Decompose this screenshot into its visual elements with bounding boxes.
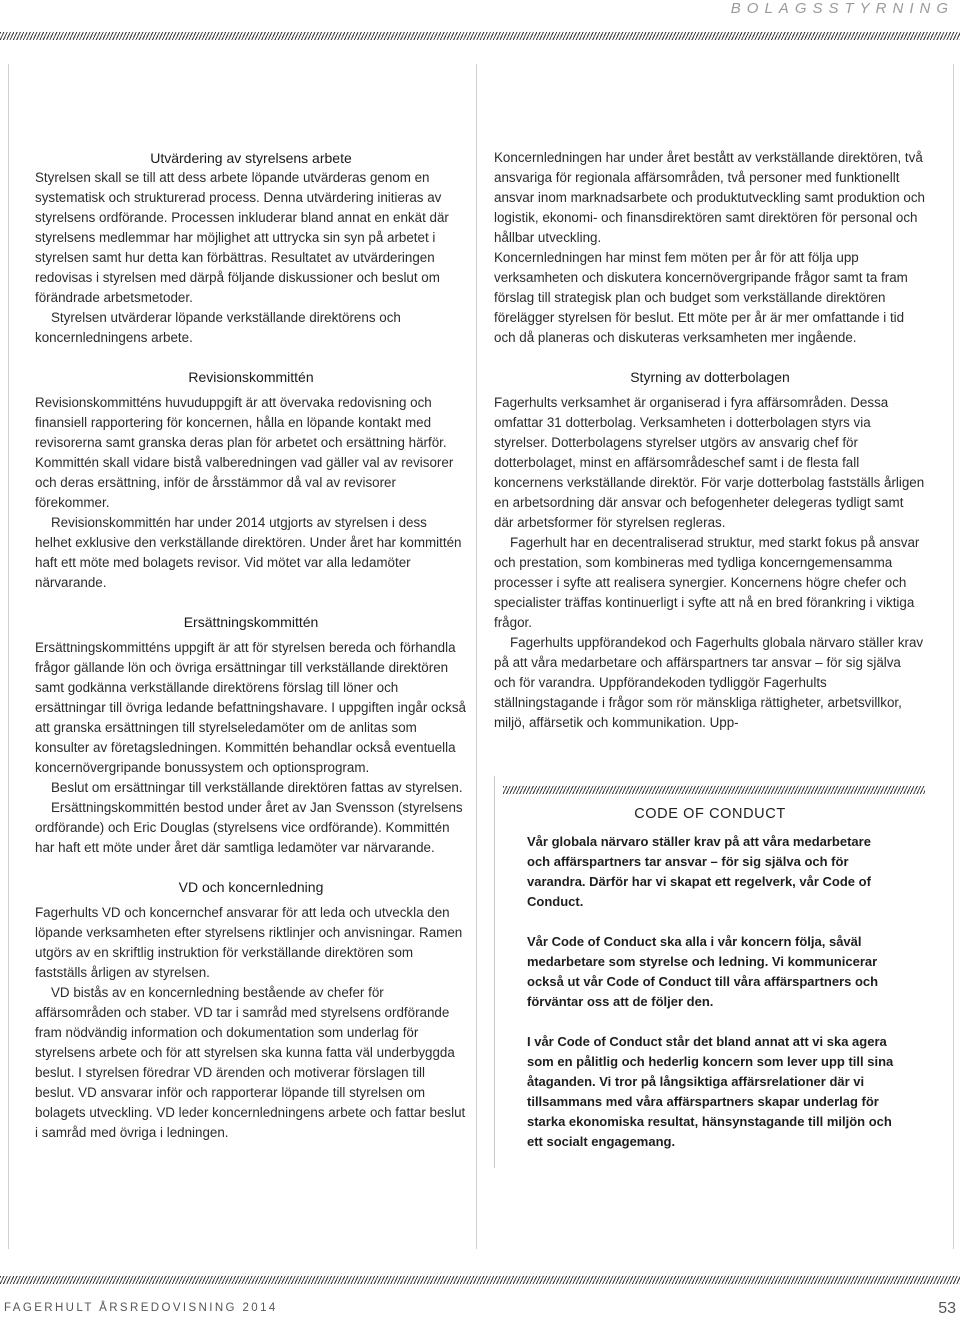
footer-label: FAGERHULT ÅRSREDOVISNING 2014: [4, 1302, 278, 1314]
paragraph: Koncernledningen har minst fem möten per år för att följa upp verksamheten och diskutera koncernövergripande frågor samt ta fram förslag till strategisk plan och budget som verkställande direktören förelägger styrelsen för beslut. Ett möte per år är mer omfattande i tid och då planeras och diskuteras verksamheten mer ingående.: [494, 250, 908, 345]
paragraph: Revisionskommitténs huvuduppgift är att övervaka redovisning och finansiell rapportering för koncernen, hålla en löpande kontakt med revisorerna samt granska deras plan för arbetet och ersättning härför. Kommittén skall vidare bistå valberedningen vad gäller val av revisorer och deras ersättning, inför de årsstämmor då val av revisorer förekommer.: [35, 395, 454, 510]
paragraph: Styrelsen utvärderar löpande verkställande direktörens och koncernledningens arbete.: [35, 310, 401, 345]
page-number: 53: [938, 1300, 956, 1317]
code-of-conduct-body: [527, 832, 897, 1172]
heading-ersattningskommitten: Ersättningskommittén: [183, 614, 319, 630]
paragraph: Fagerhults VD och koncernchef ansvarar för att leda och utveckla den löpande verksamheten efter styrelsens riktlinjer och anvisningar. Ramen utgörs av en skriftlig instruktion för verkställande direktören som fastställs årligen av styrelsen.: [35, 905, 463, 980]
column-divider: [476, 64, 477, 1249]
right-margin-rule: [953, 64, 954, 1249]
top-hatch-rule: [0, 32, 960, 40]
paragraph: Beslut om ersättningar till verkställande direktören fattas av styrelsen.: [51, 780, 463, 795]
paragraph: Ersättningskommitténs uppgift är att för styrelsen bereda och förhandla frågor gällande lön och övriga ersättningar till verkställande direktören samt godkänna verkställande direktörens förslag till löner och ersättningar till övriga ledande befattningshavare. I uppgiften ingår också att granska ersättningen till styrelseledamöter om de anlitas som konsulter av företagsledningen. Kommittén behandlar också eventuella koncernövergripande bonussystem och optionsprogram.: [35, 640, 467, 775]
bottom-hatch-rule: [0, 1276, 960, 1284]
code-of-conduct-title: CODE OF CONDUCT: [634, 806, 786, 822]
paragraph: Styrelsen skall se till att dess arbete löpande utvärderas genom en systematisk och strukturerad process. Denna utvärdering initieras av styrelsens ordförande. Processen inkluderar bland annat en enkät där styrelsens medlemmar har möjlighet att uttrycka sin syn på arbetet i styrelsen samt hur detta kan förbättras. Resultatet av utvärderingen redovisas i styrelsen med därpå följande diskussioner och beslut om förändrade arbetsmetoder.: [35, 170, 449, 305]
paragraph: Revisionskommittén har under 2014 utgjorts av styrelsen i dess helhet exklusive den verkställande direktören. Under året har kommittén haft ett möte med bolagets revisor. Vid mötet var alla ledamöter närvarande.: [35, 515, 462, 590]
paragraph: Vår globala närvaro ställer krav på att våra medarbetare och affärspartners tar ansvar – för sig själva och för varandra. Därför har vi skapat ett regelverk, vår Code of Conduct.: [527, 834, 871, 909]
paragraph: VD bistås av en koncernledning bestående av chefer för affärsområden och staber. VD tar i samråd med styrelsens ordförande fram nödvändig information och dokumentation som underlag för styrelsens arbete och för att styrelsen ska kunna fatta väl underbyggda beslut. I styrelsen föredrar VD ärenden och motiverar förslagen till beslut. VD ansvarar inför och rapporterar löpande till styrelsen om bolagets utveckling. VD leder koncernledningens arbete och fattar beslut i samråd med övriga i ledningen.: [35, 985, 466, 1140]
paragraph: I vår Code of Conduct står det bland annat att vi ska agera som en pålitlig och hederlig koncern som lever upp till sina åtaganden. Vi tror på långsiktiga affärsrelationer där vi tillsammans med våra affärspartners skapar underlag för starka ekonomiska resultat, hänsynstagande till miljön och ett socialt engagemang.: [527, 1034, 894, 1149]
paragraph: Fagerhults uppförandekod och Fagerhults globala närvaro ställer krav på att våra medarbetare och affärspartners tar ansvar – för sig själva och för varandra. Uppförandekoden tydliggör Fagerhults ställningstagande i frågor som rör mänskliga rättigheter, arbetsvillkor, miljö, affärsetik och kommunikation. Upp-: [494, 635, 924, 730]
heading-vd-koncernledning: VD och koncernledning: [178, 879, 324, 895]
heading-utvardering: Utvärdering av styrelsens arbete: [150, 150, 352, 166]
paragraph: Vår Code of Conduct ska alla i vår koncern följa, såväl medarbetare som styrelse och ledning. Vi kommunicerar också ut vår Code of Conduct till våra affärspartners och förväntar oss att de följer den.: [527, 934, 879, 1009]
paragraph: Fagerhults verksamhet är organiserad i fyra affärsområden. Dessa omfattar 31 dotterbolag. Verksamheten i dotterbolagen styrs via styrelser. Dotterbolagens styrelser utgörs av ansvarig chef för dotterbolaget, minst en affärsområdeschef samt i de flesta fall koncernens verkställande direktör. För varje dotterbolag fastställs årligen en arbetsordning där ansvar och befogenheter delegeras tydligt samt där arbetsformer för styrelsen regleras.: [494, 395, 925, 530]
paragraph: Ersättningskommittén bestod under året av Jan Svensson (styrelsens ordförande) och Eric Douglas (styrelsens vice ordförande). Kommittén har haft ett möte under året där samtliga ledamöter var närvarande.: [35, 800, 463, 855]
left-column: [35, 148, 467, 1143]
paragraph: Fagerhult har en decentraliserad struktur, med starkt fokus på ansvar och prestation, som kombineras med tydliga koncerngemensamma processer i syfte att realisera synergier. Koncernens högre chefer och specialister träffas kontinuerligt i syfte att nå en bred förankring i viktiga frågor.: [494, 535, 920, 630]
heading-revisionskommitten: Revisionskommittén: [188, 369, 314, 385]
heading-styrning-dotterbolagen: Styrning av dotterbolagen: [630, 369, 790, 385]
box-hatch-rule: [503, 786, 925, 794]
code-of-conduct-box: [494, 776, 925, 1168]
right-column: [494, 148, 926, 733]
paragraph: Koncernledningen har under året bestått av verkställande direktören, två ansvariga för regionala affärsområden, två personer med funktionellt ansvar inom marknadsarbete och produktutveckling samt produktion och logistik, ekonomi- och finansdirektören samt direktören för personal och hållbar utveckling.: [494, 150, 925, 245]
section-title: BOLAGSSTYRNING: [730, 0, 954, 17]
left-margin-rule: [8, 64, 9, 1249]
